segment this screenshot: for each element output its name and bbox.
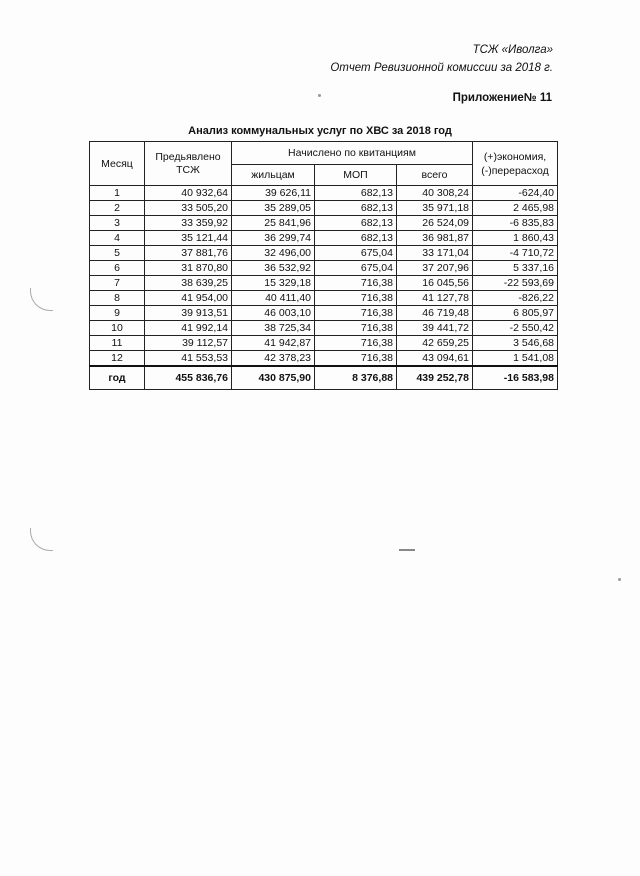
table-row [90,336,558,351]
scan-arc [30,288,53,311]
cell-presented: 40 932,64 [145,186,232,201]
table-row [90,246,558,261]
cell-residents: 41 942,87 [232,336,315,351]
cell-balance: 6 805,97 [473,306,558,321]
cell-residents: 35 289,05 [232,201,315,216]
cell-month: 12 [90,351,145,367]
total-row [90,366,558,390]
cell-total: 37 207,96 [397,261,473,276]
cell-month: 4 [90,231,145,246]
total-presented: 455 836,76 [145,366,232,390]
organization-name: ТСЖ «Иволга» [472,44,553,56]
table-row [90,231,558,246]
water-services-table [89,141,558,390]
cell-presented: 41 954,00 [145,291,232,306]
cell-mop: 682,13 [315,186,397,201]
cell-residents: 32 496,00 [232,246,315,261]
total-residents: 430 875,90 [232,366,315,390]
cell-presented: 31 870,80 [145,261,232,276]
cell-balance: 1 541,08 [473,351,558,367]
cell-balance: -4 710,72 [473,246,558,261]
cell-total: 39 441,72 [397,321,473,336]
cell-total: 16 045,56 [397,276,473,291]
cell-month: 6 [90,261,145,276]
cell-mop: 682,13 [315,216,397,231]
header-month: Месяц [90,142,145,186]
cell-presented: 41 553,53 [145,351,232,367]
header-charged: Начислено по квитанциям [232,142,473,165]
cell-residents: 39 626,11 [232,186,315,201]
cell-presented: 33 505,20 [145,201,232,216]
cell-presented: 39 112,57 [145,336,232,351]
table-row [90,216,558,231]
cell-presented: 38 639,25 [145,276,232,291]
table-row [90,321,558,336]
cell-mop: 675,04 [315,261,397,276]
cell-residents: 40 411,40 [232,291,315,306]
cell-month: 10 [90,321,145,336]
total-total: 439 252,78 [397,366,473,390]
table-row [90,306,558,321]
cell-balance: 5 337,16 [473,261,558,276]
header-residents: жильцам [232,165,315,186]
appendix-label: Приложение№ 11 [452,92,552,104]
cell-mop: 716,38 [315,321,397,336]
cell-balance: -2 550,42 [473,321,558,336]
cell-residents: 42 378,23 [232,351,315,367]
header-balance: (+)экономия, (-)перерасход [473,142,558,186]
cell-month: 9 [90,306,145,321]
cell-residents: 15 329,18 [232,276,315,291]
cell-total: 35 971,18 [397,201,473,216]
cell-balance: -624,40 [473,186,558,201]
cell-presented: 35 121,44 [145,231,232,246]
cell-residents: 25 841,96 [232,216,315,231]
report-title: Отчет Ревизионной комиссии за 2018 г. [330,62,553,74]
cell-month: 2 [90,201,145,216]
table-row [90,351,558,367]
table-row [90,201,558,216]
cell-mop: 716,38 [315,351,397,367]
cell-mop: 675,04 [315,246,397,261]
cell-month: 1 [90,186,145,201]
cell-mop: 682,13 [315,201,397,216]
cell-total: 46 719,48 [397,306,473,321]
cell-residents: 38 725,34 [232,321,315,336]
total-label: год [90,366,145,390]
header-total: всего [397,165,473,186]
cell-balance: 3 546,68 [473,336,558,351]
cell-balance: -6 835,83 [473,216,558,231]
cell-mop: 716,38 [315,291,397,306]
total-mop: 8 376,88 [315,366,397,390]
cell-balance: 2 465,98 [473,201,558,216]
table-row [90,261,558,276]
cell-month: 11 [90,336,145,351]
cell-total: 33 171,04 [397,246,473,261]
cell-month: 3 [90,216,145,231]
cell-presented: 39 913,51 [145,306,232,321]
cell-mop: 716,38 [315,306,397,321]
cell-mop: 716,38 [315,336,397,351]
cell-presented: 41 992,14 [145,321,232,336]
cell-month: 5 [90,246,145,261]
header-mop: МОП [315,165,397,186]
cell-total: 36 981,87 [397,231,473,246]
cell-mop: 682,13 [315,231,397,246]
scan-arc [30,528,53,551]
scan-speck [318,94,321,97]
table-row [90,186,558,201]
cell-total: 43 094,61 [397,351,473,367]
cell-residents: 36 299,74 [232,231,315,246]
cell-total: 41 127,78 [397,291,473,306]
table-title: Анализ коммунальных услуг по ХВС за 2018 год [188,125,452,137]
table-row [90,291,558,306]
total-balance: -16 583,98 [473,366,558,390]
cell-presented: 37 881,76 [145,246,232,261]
scan-mark [399,549,415,551]
cell-balance: -22 593,69 [473,276,558,291]
scan-speck [618,578,621,581]
cell-mop: 716,38 [315,276,397,291]
cell-balance: 1 860,43 [473,231,558,246]
cell-total: 26 524,09 [397,216,473,231]
table-row [90,276,558,291]
cell-presented: 33 359,92 [145,216,232,231]
cell-balance: -826,22 [473,291,558,306]
cell-residents: 46 003,10 [232,306,315,321]
cell-total: 40 308,24 [397,186,473,201]
header-presented: Предьявлено ТСЖ [145,142,232,186]
cell-total: 42 659,25 [397,336,473,351]
cell-month: 7 [90,276,145,291]
cell-month: 8 [90,291,145,306]
cell-residents: 36 532,92 [232,261,315,276]
